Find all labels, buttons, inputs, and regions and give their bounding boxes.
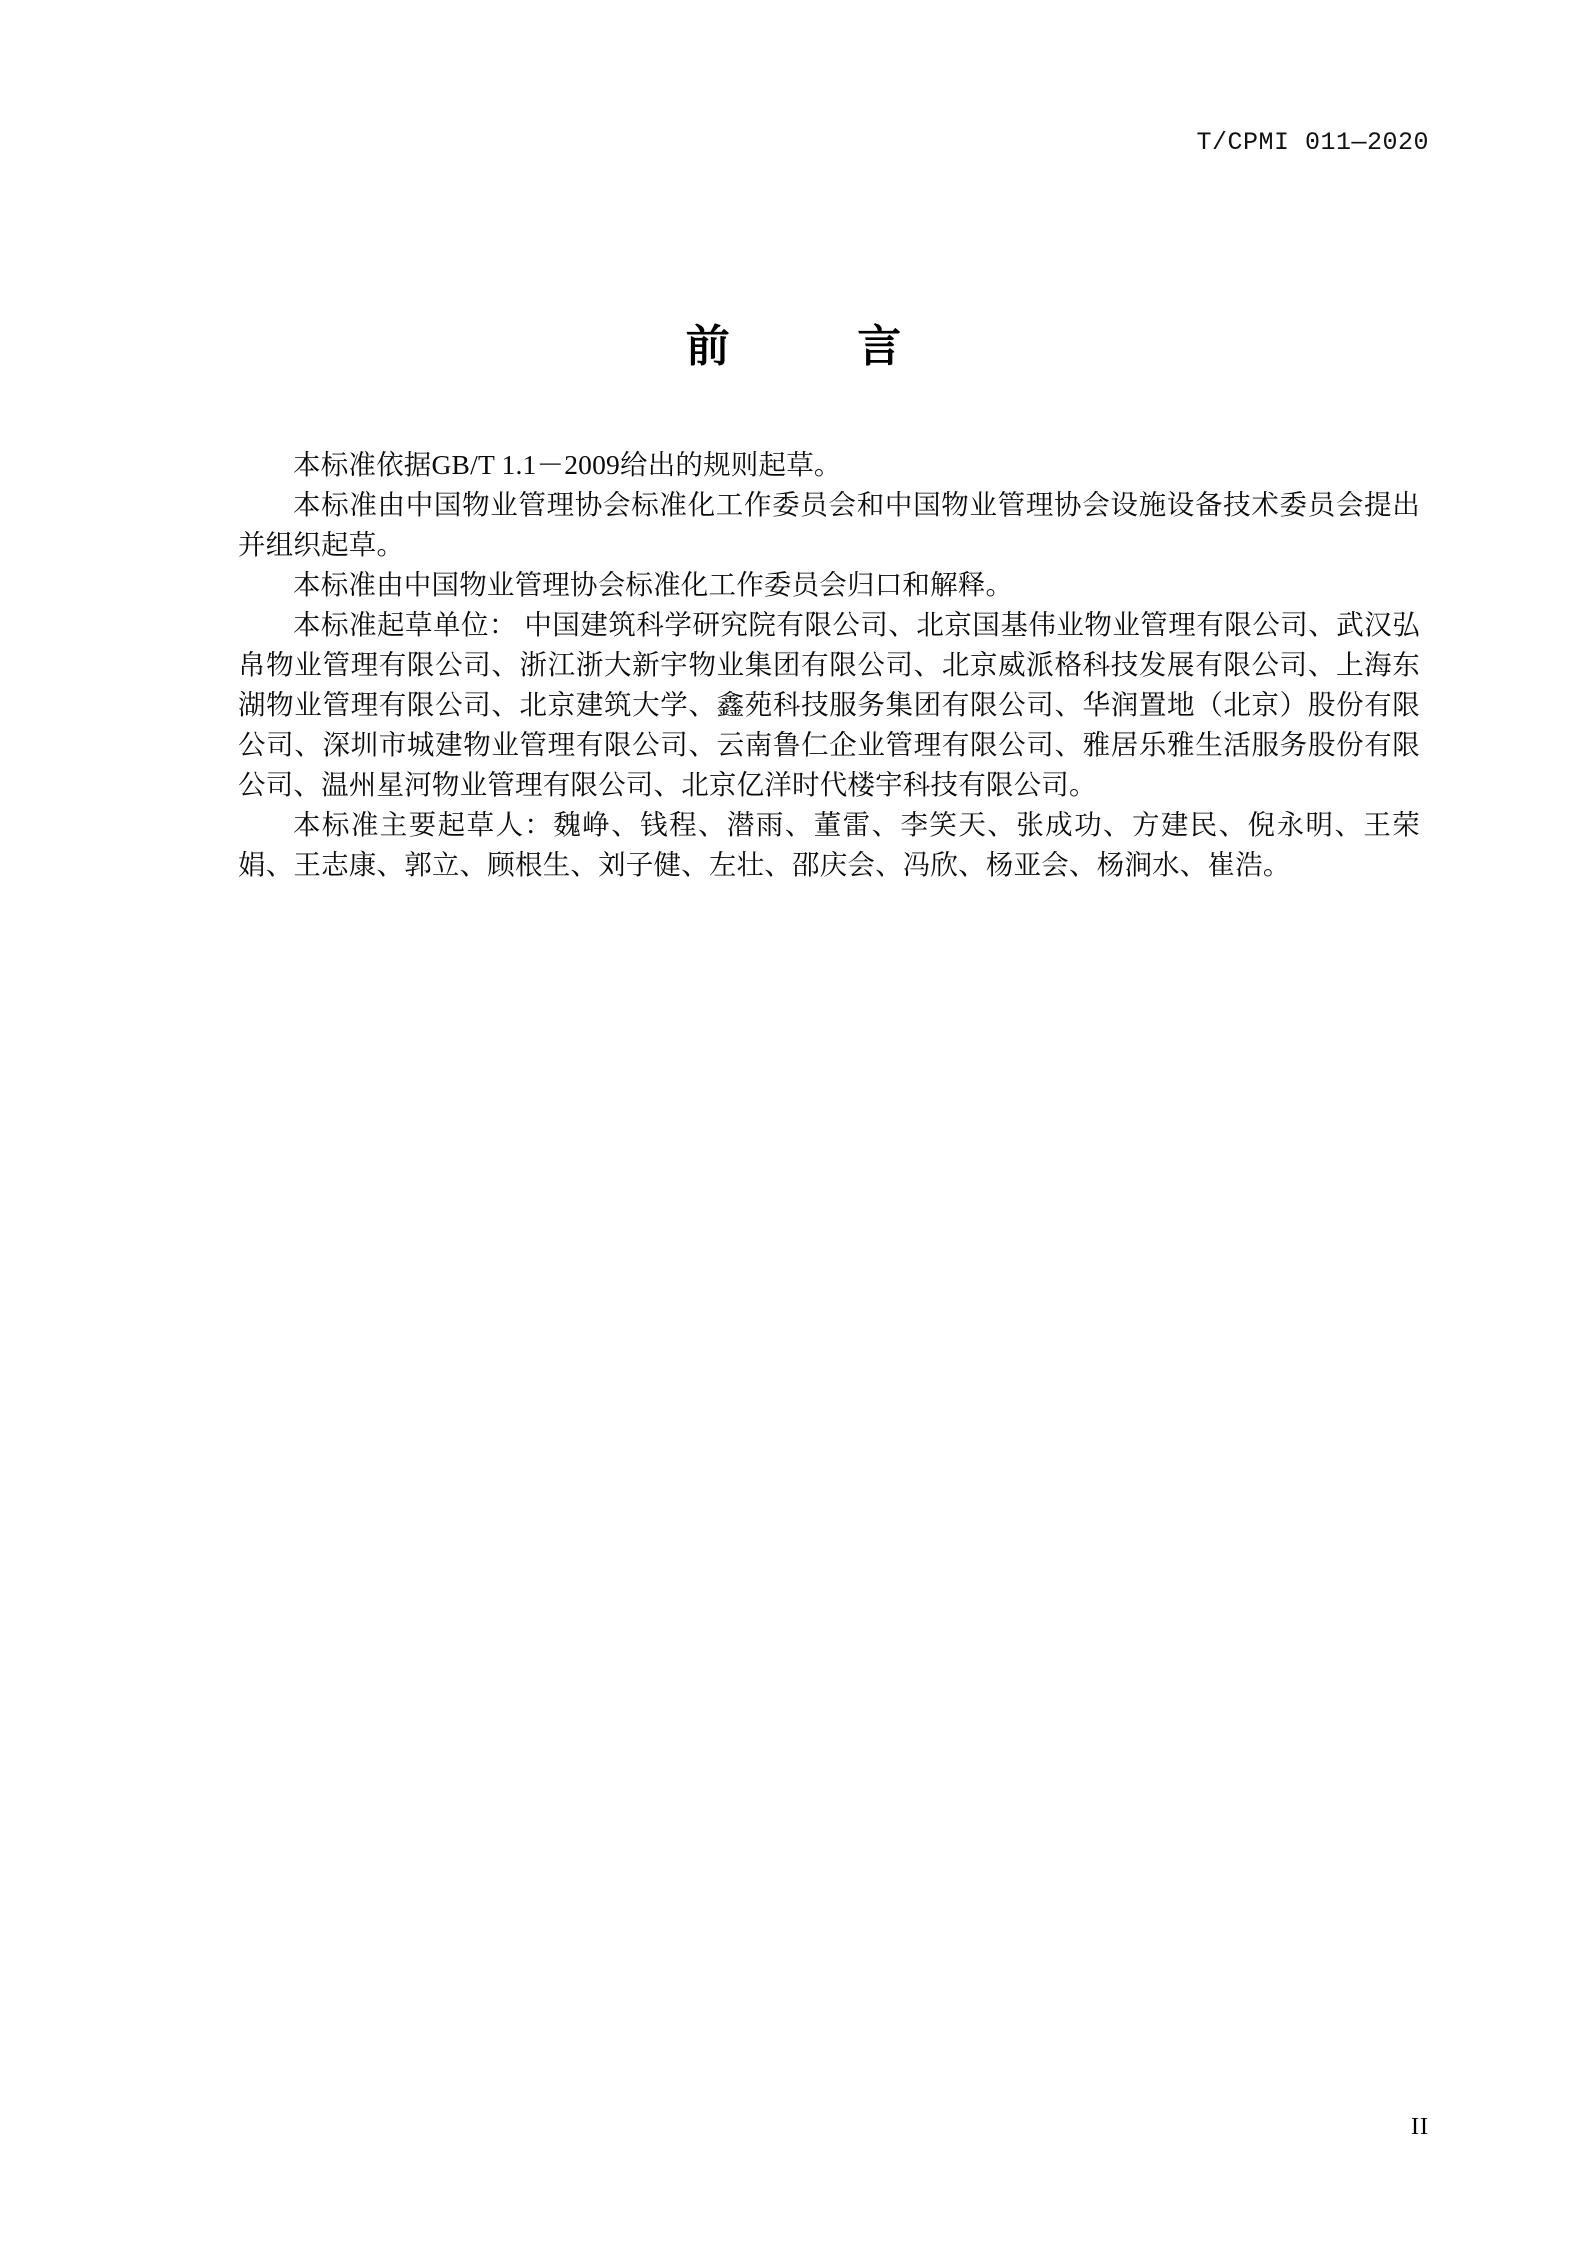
foreword-paragraph-drafters: 本标准主要起草人：魏峥、钱程、潜雨、董雷、李笑天、张成功、方建民、倪永明、王荣娟、王志康、郭立、顾根生、刘子健、左壮、邵庆会、冯欣、杨亚会、杨涧水、崔浩。 <box>238 809 1420 880</box>
page-title: 前 言 <box>685 321 915 372</box>
foreword-paragraph: 本标准由中国物业管理协会标准化工作委员会归口和解释。 <box>293 569 1014 600</box>
foreword-paragraph: 本标准依据GB/T 1.1－2009给出的规则起草。 <box>293 449 842 480</box>
foreword-paragraph: 本标准由中国物业管理协会标准化工作委员会和中国物业管理协会设施设备技术委员会提出并组织起草。 <box>238 489 1420 560</box>
page-number: II <box>1411 2114 1429 2140</box>
foreword-body <box>238 445 1420 885</box>
foreword-paragraph-drafting-units: 本标准起草单位： 中国建筑科学研究院有限公司、北京国基伟业物业管理有限公司、武汉弘帛物业管理有限公司、浙江浙大新宇物业集团有限公司、北京威派格科技发展有限公司、上海东湖物业管理有限公司、北京建筑大学、鑫苑科技服务集团有限公司、华润置地（北京）股份有限公司、深圳市城建物业管理有限公司、云南鲁仁企业管理有限公司、雅居乐雅生活服务股份有限公司、温州星河物业管理有限公司、北京亿洋时代楼宇科技有限公司。 <box>238 609 1420 800</box>
running-header-standard-number: T/CPMI 011—2020 <box>1196 128 1429 157</box>
